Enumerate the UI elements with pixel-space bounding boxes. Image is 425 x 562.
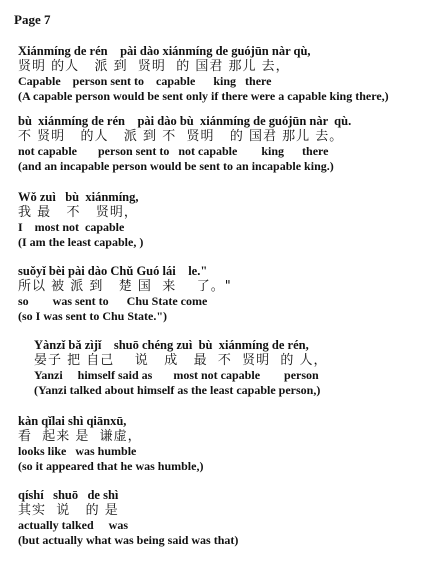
stanza-6 xyxy=(18,414,418,474)
chinese-line: 晏子 把 自己 说 成 最 不 贤明 的 人， xyxy=(34,353,328,368)
gloss-line: looks like was humble xyxy=(18,444,137,458)
pinyin-line: Xiánmíng de rén pài dào xiánmíng de guójūn nàr qù, xyxy=(18,44,311,58)
stanza-4 xyxy=(18,264,418,324)
gloss-line: Yanzi himself said as most not capable person xyxy=(34,368,319,382)
pinyin-line: kàn qǐlai shì qiānxū, xyxy=(18,414,127,428)
gloss-line: I most not capable xyxy=(18,220,125,234)
stanza-1 xyxy=(18,44,418,104)
pinyin-line: qíshí shuō de shì xyxy=(18,488,119,502)
translation-line: (but actually what was being said was that) xyxy=(18,533,239,547)
chinese-line: 所以 被 派 到 楚 国 来 了。" xyxy=(18,279,232,294)
gloss-line: actually talked was xyxy=(18,518,129,532)
stanza-5 xyxy=(34,338,425,398)
gloss-line: not capable person sent to not capable king there xyxy=(18,144,329,158)
pinyin-line: Yànzǐ bǎ zìjǐ shuō chéng zuì bù xiánmíng de rén, xyxy=(34,338,309,352)
page-number: Page 7 xyxy=(14,12,51,27)
pinyin-line: Wǒ zuì bù xiánmíng, xyxy=(18,190,139,204)
stanza-7 xyxy=(18,488,418,548)
translation-line: (I am the least capable, ) xyxy=(18,235,144,249)
translation-line: (A capable person would be sent only if there were a capable king there,) xyxy=(18,89,389,103)
gloss-line: Capable person sent to capable king there xyxy=(18,74,272,88)
translation-line: (and an incapable person would be sent to an incapable king.) xyxy=(18,159,334,173)
translation-line: (so it appeared that he was humble,) xyxy=(18,459,204,473)
translation-line: (so I was sent to Chu State.") xyxy=(18,309,167,323)
chinese-line: 我 最 不 贤明， xyxy=(18,205,138,220)
chinese-line: 看 起来 是 谦虚， xyxy=(18,429,142,444)
pinyin-line: bù xiánmíng de rén pài dào bù xiánmíng de guójūn nàr qù. xyxy=(18,114,352,128)
chinese-line: 其实 说 的 是 xyxy=(18,503,119,518)
stanza-3 xyxy=(18,190,418,250)
gloss-line: so was sent to Chu State come xyxy=(18,294,208,308)
translation-line: (Yanzi talked about himself as the least capable person,) xyxy=(34,383,321,397)
chinese-line: 贤明 的人 派 到 贤明 的 国君 那儿 去， xyxy=(18,59,290,74)
stanza-2 xyxy=(18,114,418,174)
chinese-line: 不 贤明 的人 派 到 不 贤明 的 国君 那儿 去。 xyxy=(18,129,344,144)
pinyin-line: suǒyǐ bèi pài dào Chǔ Guó lái le." xyxy=(18,264,208,278)
